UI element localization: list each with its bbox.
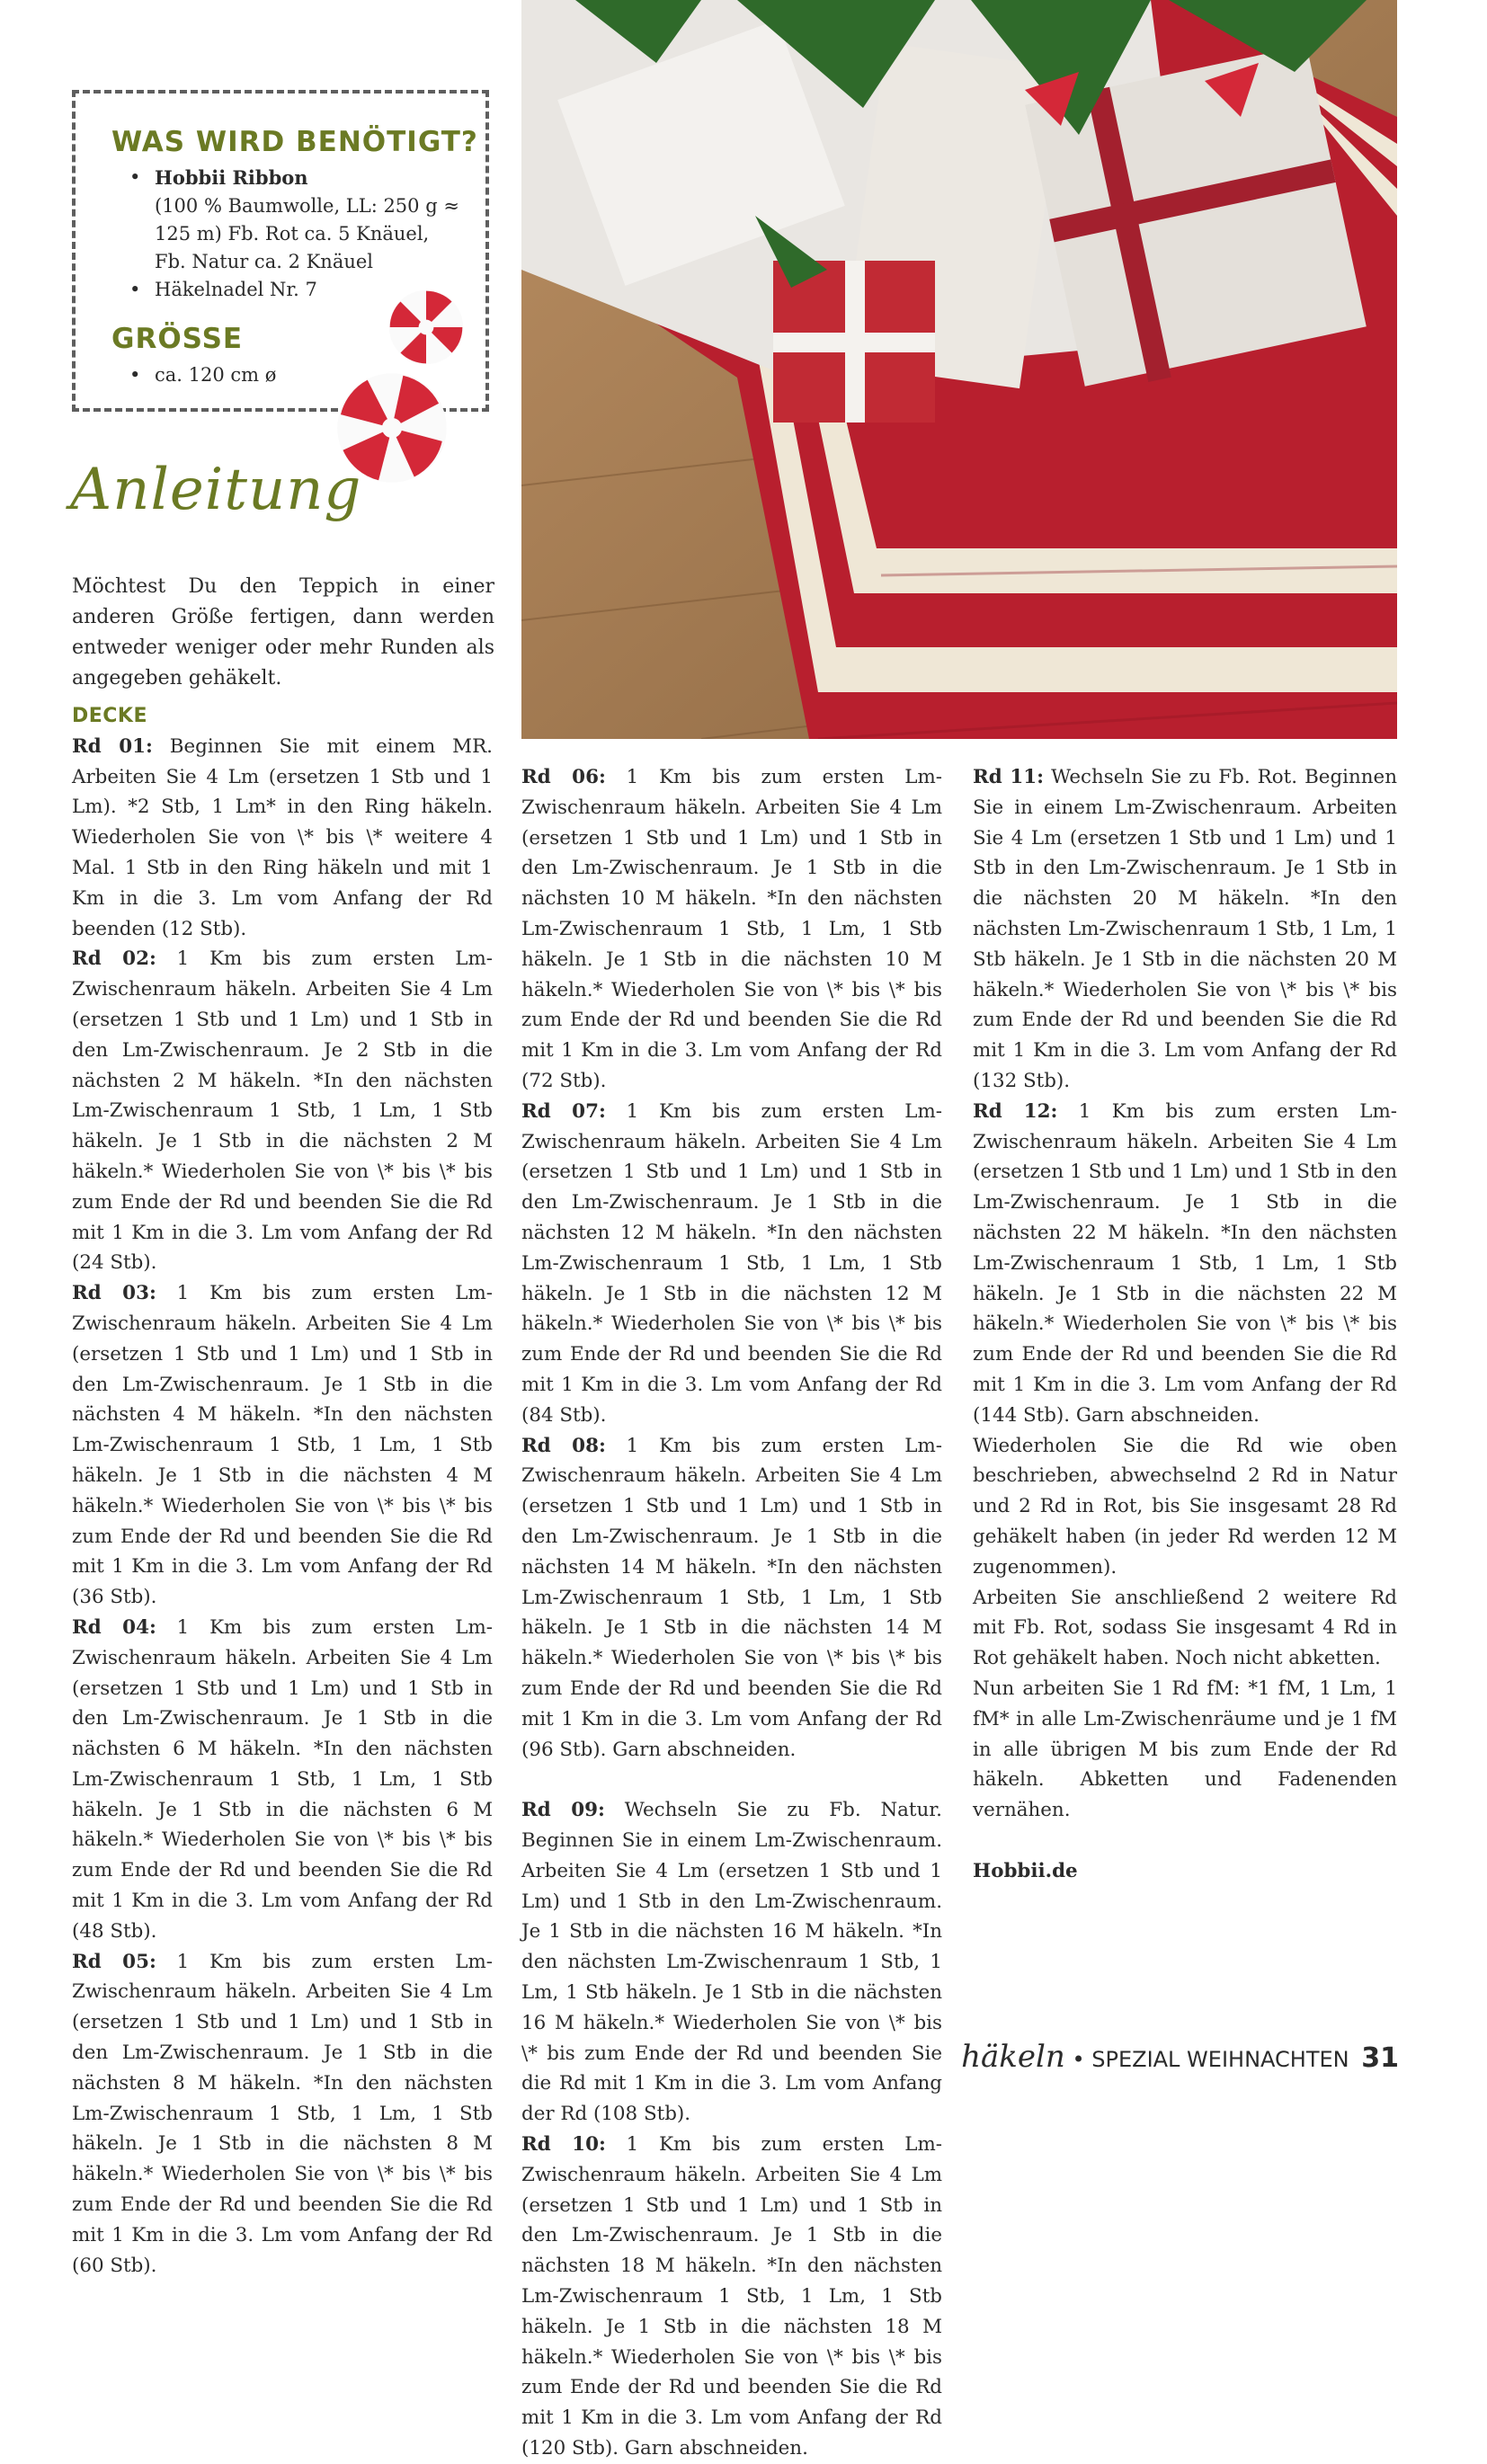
round-text: 1 Km bis zum ersten Lm-Zwischenraum häkeln. Arbeiten Sie 4 Lm (ersetzen 1 Stb und 1 Lm) und 1 Stb in den Lm-Zwischenraum. Je 1 Stb in die nächsten 18 M häkeln. *In den nächsten Lm-Zwischenraum 1 Stb, 1 Lm, 1 Stb häkeln. Je 1 Stb in die nächsten 18 M häkeln.* Wiederholen Sie von \* bis \* bis zum Ende der Rd und beenden Sie die Rd mit 1 Km in die 3. Lm vom Anfang der Rd (120 Stb). Garn abschneiden. [521, 2133, 942, 2460]
round-label: Rd 08: [521, 1434, 606, 1457]
round-label: Rd 10: [521, 2133, 606, 2157]
source-credit [973, 1856, 1397, 1887]
footer-separator: • [1072, 2047, 1085, 2072]
round-text: 1 Km bis zum ersten Lm-Zwischenraum häkeln. Arbeiten Sie 4 Lm (ersetzen 1 Stb und 1 Lm) und 1 Stb in den Lm-Zwischenraum. Je 1 Stb in die nächsten 10 M häkeln. *In den nächsten Lm-Zwischenraum 1 Stb, 1 Lm, 1 Stb häkeln. Je 1 Stb in die nächsten 10 M häkeln.* Wiederholen Sie von \* bis \* bis zum Ende der Rd und beenden Sie die Rd mit 1 Km in die 3. Lm vom Anfang der Rd (72 Stb). [521, 766, 942, 1092]
round-text: Wechseln Sie zu Fb. Natur. Beginnen Sie in einem Lm-Zwischenraum. Arbeiten Sie 4 Lm (ersetzen 1 Stb und 1 Lm) und 1 Stb in den Lm-Zwischenraum. Je 1 Stb in die nächsten 16 M häkeln. *In den nächsten Lm-Zwischenraum 1 Stb, 1 Lm, 1 Stb häkeln. Je 1 Stb in die nächsten 16 M häkeln.* Wiederholen Sie von \* bis \* bis zum Ende der Rd und beenden Sie die Rd mit 1 Km in die 3. Lm vom Anfang der Rd (108 Stb). [521, 1799, 942, 2126]
round-paragraph [72, 1947, 493, 2282]
intro-paragraph: Möchtest Du den Teppich in einer anderen Größe fertigen, dann werden entweder weniger oder mehr Runden als angegeben gehäkelt. [72, 575, 494, 689]
round-text: 1 Km bis zum ersten Lm-Zwischenraum häkeln. Arbeiten Sie 4 Lm (ersetzen 1 Stb und 1 Lm) und 1 Stb in den Lm-Zwischenraum. Je 1 Stb in die nächsten 14 M häkeln. *In den nächsten Lm-Zwischenraum 1 Stb, 1 Lm, 1 Stb häkeln. Je 1 Stb in die nächsten 14 M häkeln.* Wiederholen Sie von \* bis \* bis zum Ende der Rd und beenden Sie die Rd mit 1 Km in die 3. Lm vom Anfang der Rd (96 Stb). Garn abschneiden. [521, 1434, 942, 1761]
materials-heading: WAS WIRD BENÖTIGT? [111, 126, 478, 158]
round-label: Rd 09: [521, 1799, 605, 1822]
round-label: Rd 12: [973, 1099, 1058, 1123]
materials-list [122, 164, 459, 304]
round-label: Rd 07: [521, 1099, 606, 1123]
round-text: 1 Km bis zum ersten Lm-Zwischenraum häkeln. Arbeiten Sie 4 Lm (ersetzen 1 Stb und 1 Lm) und 1 Stb in den Lm-Zwischenraum. Je 1 Stb in die nächsten 8 M häkeln. *In den nächsten Lm-Zwischenraum 1 Stb, 1 Lm, 1 Stb häkeln. Je 1 Stb in die nächsten 8 M häkeln.* Wiederholen Sie von \* bis \* bis zum Ende der Rd und beenden Sie die Rd mit 1 Km in die 3. Lm vom Anfang der Rd (60 Stb). [72, 1950, 493, 2277]
round-label: Rd 01: [72, 734, 153, 758]
size-heading: GRÖSSE [111, 323, 244, 355]
material-title: Häkelnadel Nr. 7 [155, 279, 317, 300]
magazine-issue-title: SPEZIAL WEIHNACHTEN [1091, 2047, 1349, 2072]
round-paragraph [973, 762, 1397, 1097]
round-text: 1 Km bis zum ersten Lm-Zwischenraum häkeln. Arbeiten Sie 4 Lm (ersetzen 1 Stb und 1 Lm) und 1 Stb in den Lm-Zwischenraum. Je 1 Stb in die nächsten 12 M häkeln. *In den nächsten Lm-Zwischenraum 1 Stb, 1 Lm, 1 Stb häkeln. Je 1 Stb in die nächsten 12 M häkeln.* Wiederholen Sie von \* bis \* bis zum Ende der Rd und beenden Sie die Rd mit 1 Km in die 3. Lm vom Anfang der Rd (84 Stb). [521, 1099, 942, 1427]
column-right [973, 762, 1397, 1887]
round-text: Wechseln Sie zu Fb. Rot. Beginnen Sie in einem Lm-Zwischenraum. Arbeiten Sie 4 Lm (ersetzen 1 Stb und 1 Lm) und 1 Stb in den Lm-Zwischenraum. Je 1 Stb in die nächsten 20 M häkeln. *In den nächsten Lm-Zwischenraum 1 Stb, 1 Lm, 1 Stb häkeln. Je 1 Stb in die nächsten 20 M häkeln.* Wiederholen Sie von \* bis \* bis zum Ende der Rd und beenden Sie die Rd mit 1 Km in die 3. Lm vom Anfang der Rd (132 Stb). [973, 766, 1397, 1092]
round-label: Rd 02: [72, 947, 156, 971]
list-item [122, 164, 459, 276]
list-item: • ca. 120 cm ø [122, 361, 276, 389]
source-link[interactable]: Hobbii.de [973, 1859, 1078, 1882]
round-paragraph [973, 1097, 1397, 1431]
peppermint-candy-image [388, 289, 464, 365]
round-paragraph [72, 1278, 493, 1613]
column-left [72, 701, 493, 2281]
magazine-brand: häkeln [961, 2039, 1065, 2075]
section-heading: DECKE [72, 705, 148, 727]
round-text: 1 Km bis zum ersten Lm-Zwischenraum häkeln. Arbeiten Sie 4 Lm (ersetzen 1 Stb und 1 Lm) und 1 Stb in den Lm-Zwischenraum. Je 1 Stb in die nächsten 6 M häkeln. *In den nächsten Lm-Zwischenraum 1 Stb, 1 Lm, 1 Stb häkeln. Je 1 Stb in die nächsten 6 M häkeln.* Wiederholen Sie von \* bis \* bis zum Ende der Rd und beenden Sie die Rd mit 1 Km in die 3. Lm vom Anfang der Rd (48 Stb). [72, 1615, 493, 1943]
round-text: 1 Km bis zum ersten Lm-Zwischenraum häkeln. Arbeiten Sie 4 Lm (ersetzen 1 Stb und 1 Lm) und 1 Stb in den Lm-Zwischenraum. Je 1 Stb in die nächsten 22 M häkeln. *In den nächsten Lm-Zwischenraum 1 Stb, 1 Lm, 1 Stb häkeln. Je 1 Stb in die nächsten 22 M häkeln.* Wiederholen Sie von \* bis \* bis zum Ende der Rd und beenden Sie die Rd mit 1 Km in die 3. Lm vom Anfang der Rd (144 Stb). Garn abschneiden. [973, 1099, 1397, 1427]
round-paragraph [72, 944, 493, 1278]
page-number: 31 [1361, 2042, 1399, 2074]
closing-paragraph: Nun arbeiten Sie 1 Rd fM: *1 fM, 1 Lm, 1 fM* in alle Lm-Zwischenräume und je 1 fM in alle übrigen M bis zum Ende der Rd häkeln. Abketten und Fadenenden vernähen. [973, 1677, 1397, 1822]
round-label: Rd 05: [72, 1950, 156, 1973]
instructions-title: Anleitung [70, 457, 362, 523]
round-paragraph [72, 732, 493, 945]
round-label: Rd 11: [973, 766, 1045, 788]
closing-paragraph: Wiederholen Sie die Rd wie oben beschrieben, abwechselnd 2 Rd in Natur und 2 Rd in Rot, bis Sie insgesamt 28 Rd gehäkelt haben (in jeder Rd werden 12 M zugenommen). [973, 1434, 1397, 1579]
round-paragraph [72, 1613, 493, 1947]
material-title: Hobbii Ribbon [155, 166, 308, 189]
round-paragraph [521, 762, 942, 1097]
round-label: Rd 04: [72, 1615, 156, 1639]
tree-skirt-photo [521, 0, 1397, 739]
round-paragraph [521, 1431, 942, 1766]
page-footer [961, 2039, 1399, 2075]
material-detail: (100 % Baumwolle, LL: 250 g ≈ 125 m) Fb. Rot ca. 5 Knäuel, Fb. Natur ca. 2 Knäuel [155, 195, 459, 272]
round-paragraph [521, 1795, 942, 2130]
round-paragraph [521, 1097, 942, 1431]
closing-paragraph: Arbeiten Sie anschließend 2 weitere Rd mit Fb. Rot, sodass Sie insgesamt 4 Rd in Rot gehäkelt haben. Noch nicht abketten. [973, 1586, 1397, 1670]
size-list [122, 361, 276, 389]
round-label: Rd 03: [72, 1282, 156, 1305]
round-label: Rd 06: [521, 766, 606, 788]
round-text: Beginnen Sie mit einem MR. Arbeiten Sie 4 Lm (ersetzen 1 Stb und 1 Lm). *2 Stb, 1 Lm* in den Ring häkeln. Wiederholen Sie von \* bis \* weitere 4 Mal. 1 Stb in den Ring häkeln und mit 1 Km in die 3. Lm vom Anfang der Rd beenden (12 Stb). [72, 734, 493, 940]
column-middle [521, 762, 942, 2464]
round-text: 1 Km bis zum ersten Lm-Zwischenraum häkeln. Arbeiten Sie 4 Lm (ersetzen 1 Stb und 1 Lm) und 1 Stb in den Lm-Zwischenraum. Je 2 Stb in die nächsten 2 M häkeln. *In den nächsten Lm-Zwischenraum 1 Stb, 1 Lm, 1 Stb häkeln. Je 1 Stb in die nächsten 2 M häkeln.* Wiederholen Sie von \* bis \* bis zum Ende der Rd und beenden Sie die Rd mit 1 Km in die 3. Lm vom Anfang der Rd (24 Stb). [72, 947, 493, 1275]
round-paragraph [521, 2130, 942, 2464]
round-text: 1 Km bis zum ersten Lm-Zwischenraum häkeln. Arbeiten Sie 4 Lm (ersetzen 1 Stb und 1 Lm) und 1 Stb in den Lm-Zwischenraum. Je 1 Stb in die nächsten 4 M häkeln. *In den nächsten Lm-Zwischenraum 1 Stb, 1 Lm, 1 Stb häkeln. Je 1 Stb in die nächsten 4 M häkeln.* Wiederholen Sie von \* bis \* bis zum Ende der Rd und beenden Sie die Rd mit 1 Km in die 3. Lm vom Anfang der Rd (36 Stb). [72, 1282, 493, 1609]
